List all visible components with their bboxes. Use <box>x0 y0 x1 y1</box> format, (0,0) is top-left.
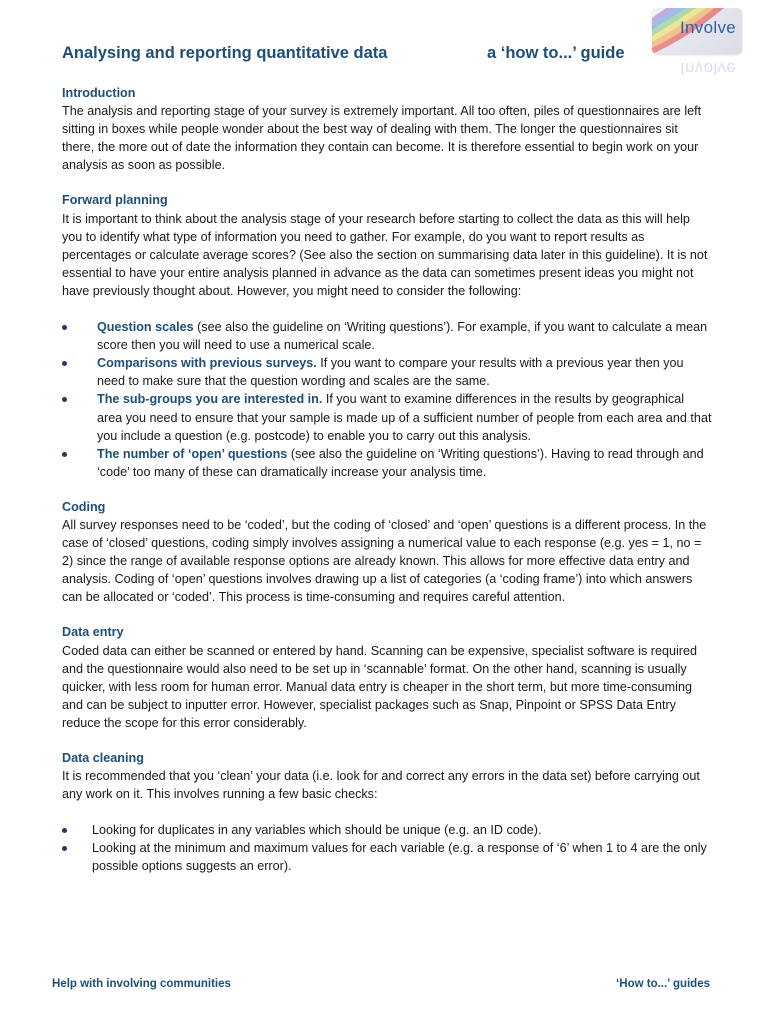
bullet-text: (see also the guideline on ‘Writing questions’). Having to read through and ‘code’ too many of these can dramatically increase your analysis time. <box>97 446 704 479</box>
involve-logo <box>652 8 742 80</box>
bullet-list <box>62 821 712 875</box>
section-paragraph: All survey responses need to be ‘coded’, but the coding of ‘closed’ and ‘open’ questions is a different process. In the case of ‘closed’ questions, coding simply involves assigning a numerical value to each response (e.g. yes = 1, no = 2) since the range of available response options are already known. This allows for more effective data entry and analysis. Coding of ‘open’ questions involves drawing up a list of categories (a ‘coding frame’) into which answers can be allocated or ‘coded’. This process is time-consuming and requires careful attention. <box>62 517 707 605</box>
section-heading: Introduction <box>62 86 136 100</box>
bullet-icon <box>62 361 67 366</box>
bullet-icon <box>62 325 67 330</box>
logo-reflection: Involve <box>680 59 736 78</box>
section-heading: Data cleaning <box>62 751 144 765</box>
page-header <box>62 44 662 70</box>
bullet-lead: The sub-groups you are interested in. <box>97 392 323 407</box>
bullet-icon <box>62 828 67 833</box>
logo-text: Involve <box>680 18 736 37</box>
section-heading: Forward planning <box>62 193 168 208</box>
list-item <box>62 821 712 839</box>
section-paragraph: The analysis and reporting stage of your survey is extremely important. All too often, piles of questionnaires are left sitting in boxes while people wonder about the best way of dealing with them. The longer the questionnaires sit there, the more out of date the information they contain can become. It is therefore essential to begin work on your analysis as soon as possible. <box>62 104 702 173</box>
page-title: Analysing and reporting quantitative data <box>62 44 388 62</box>
section-data-entry <box>62 623 712 732</box>
bullet-text: If you want to examine differences in the results by geographical area you need to ensure that your sample is made up of a sufficient number of people from each area and that you include a question (e.g. postcode) to enable you to carry out this analysis. <box>97 392 712 443</box>
list-item <box>62 445 712 481</box>
section-data-cleaning <box>62 749 712 876</box>
section-forward-planning <box>62 191 712 480</box>
list-item <box>62 839 712 875</box>
bullet-text: Looking at the minimum and maximum values for each variable (e.g. a response of ‘6’ when 1 to 4 are the only possible options suggests an error). <box>92 841 707 874</box>
list-item <box>62 318 712 354</box>
bullet-text: If you want to compare your results with a previous year then you need to make sure that the question wording and scales are the same. <box>97 356 684 389</box>
logo-badge <box>652 8 742 54</box>
section-introduction <box>62 84 712 174</box>
bullet-lead: Question scales <box>97 320 194 335</box>
bullet-lead: The number of ‘open’ questions <box>97 446 288 461</box>
bullet-text: Looking for duplicates in any variables which should be unique (e.g. an ID code). <box>92 823 542 838</box>
section-paragraph: It is recommended that you ‘clean’ your data (i.e. look for and correct any errors in the data set) before carrying out any work on it. This involves running a few basic checks: <box>62 769 700 802</box>
bullet-list <box>62 318 712 481</box>
section-heading: Coding <box>62 499 106 514</box>
document-body <box>62 84 712 893</box>
bullet-text: (see also the guideline on ‘Writing questions’). For example, if you want to calculate a mean score then you will need to use a numerical scale. <box>97 320 708 353</box>
bullet-lead: Comparisons with previous surveys. <box>97 356 317 371</box>
section-coding <box>62 498 712 607</box>
list-item <box>62 354 712 390</box>
bullet-icon <box>62 846 67 851</box>
page-footer <box>52 978 710 996</box>
list-item <box>62 390 712 444</box>
page-subtitle: a ‘how to...’ guide <box>487 44 625 62</box>
footer-left-text: Help with involving communities <box>52 978 231 990</box>
footer-right-text: ‘How to...’ guides <box>616 978 710 990</box>
section-paragraph: Coded data can either be scanned or entered by hand. Scanning can be expensive, specialist software is required and the questionnaire would also need to be set up in ‘scannable’ format. On the other hand, scanning is usually quicker, with less room for human error. Manual data entry is cheaper in the short term, but more time-consuming and can be subject to inputter error. However, specialist packages such as Snap, Pinpoint or SPSS Data Entry reduce the scope for this error considerably. <box>62 643 697 730</box>
bullet-icon <box>62 397 67 402</box>
section-heading: Data entry <box>62 625 124 640</box>
section-paragraph: It is important to think about the analysis stage of your research before starting to collect the data as this will help you to identify what type of information you need to gather. For example, do you want to report results as percentages or calculate average scores? (See also the section on summarising data later in this guideline). It is not essential to have your entire analysis planned in advance as the data can sometimes present ideas you might not have previously thought about. However, you might need to consider the following: <box>62 211 708 298</box>
bullet-icon <box>62 452 67 457</box>
